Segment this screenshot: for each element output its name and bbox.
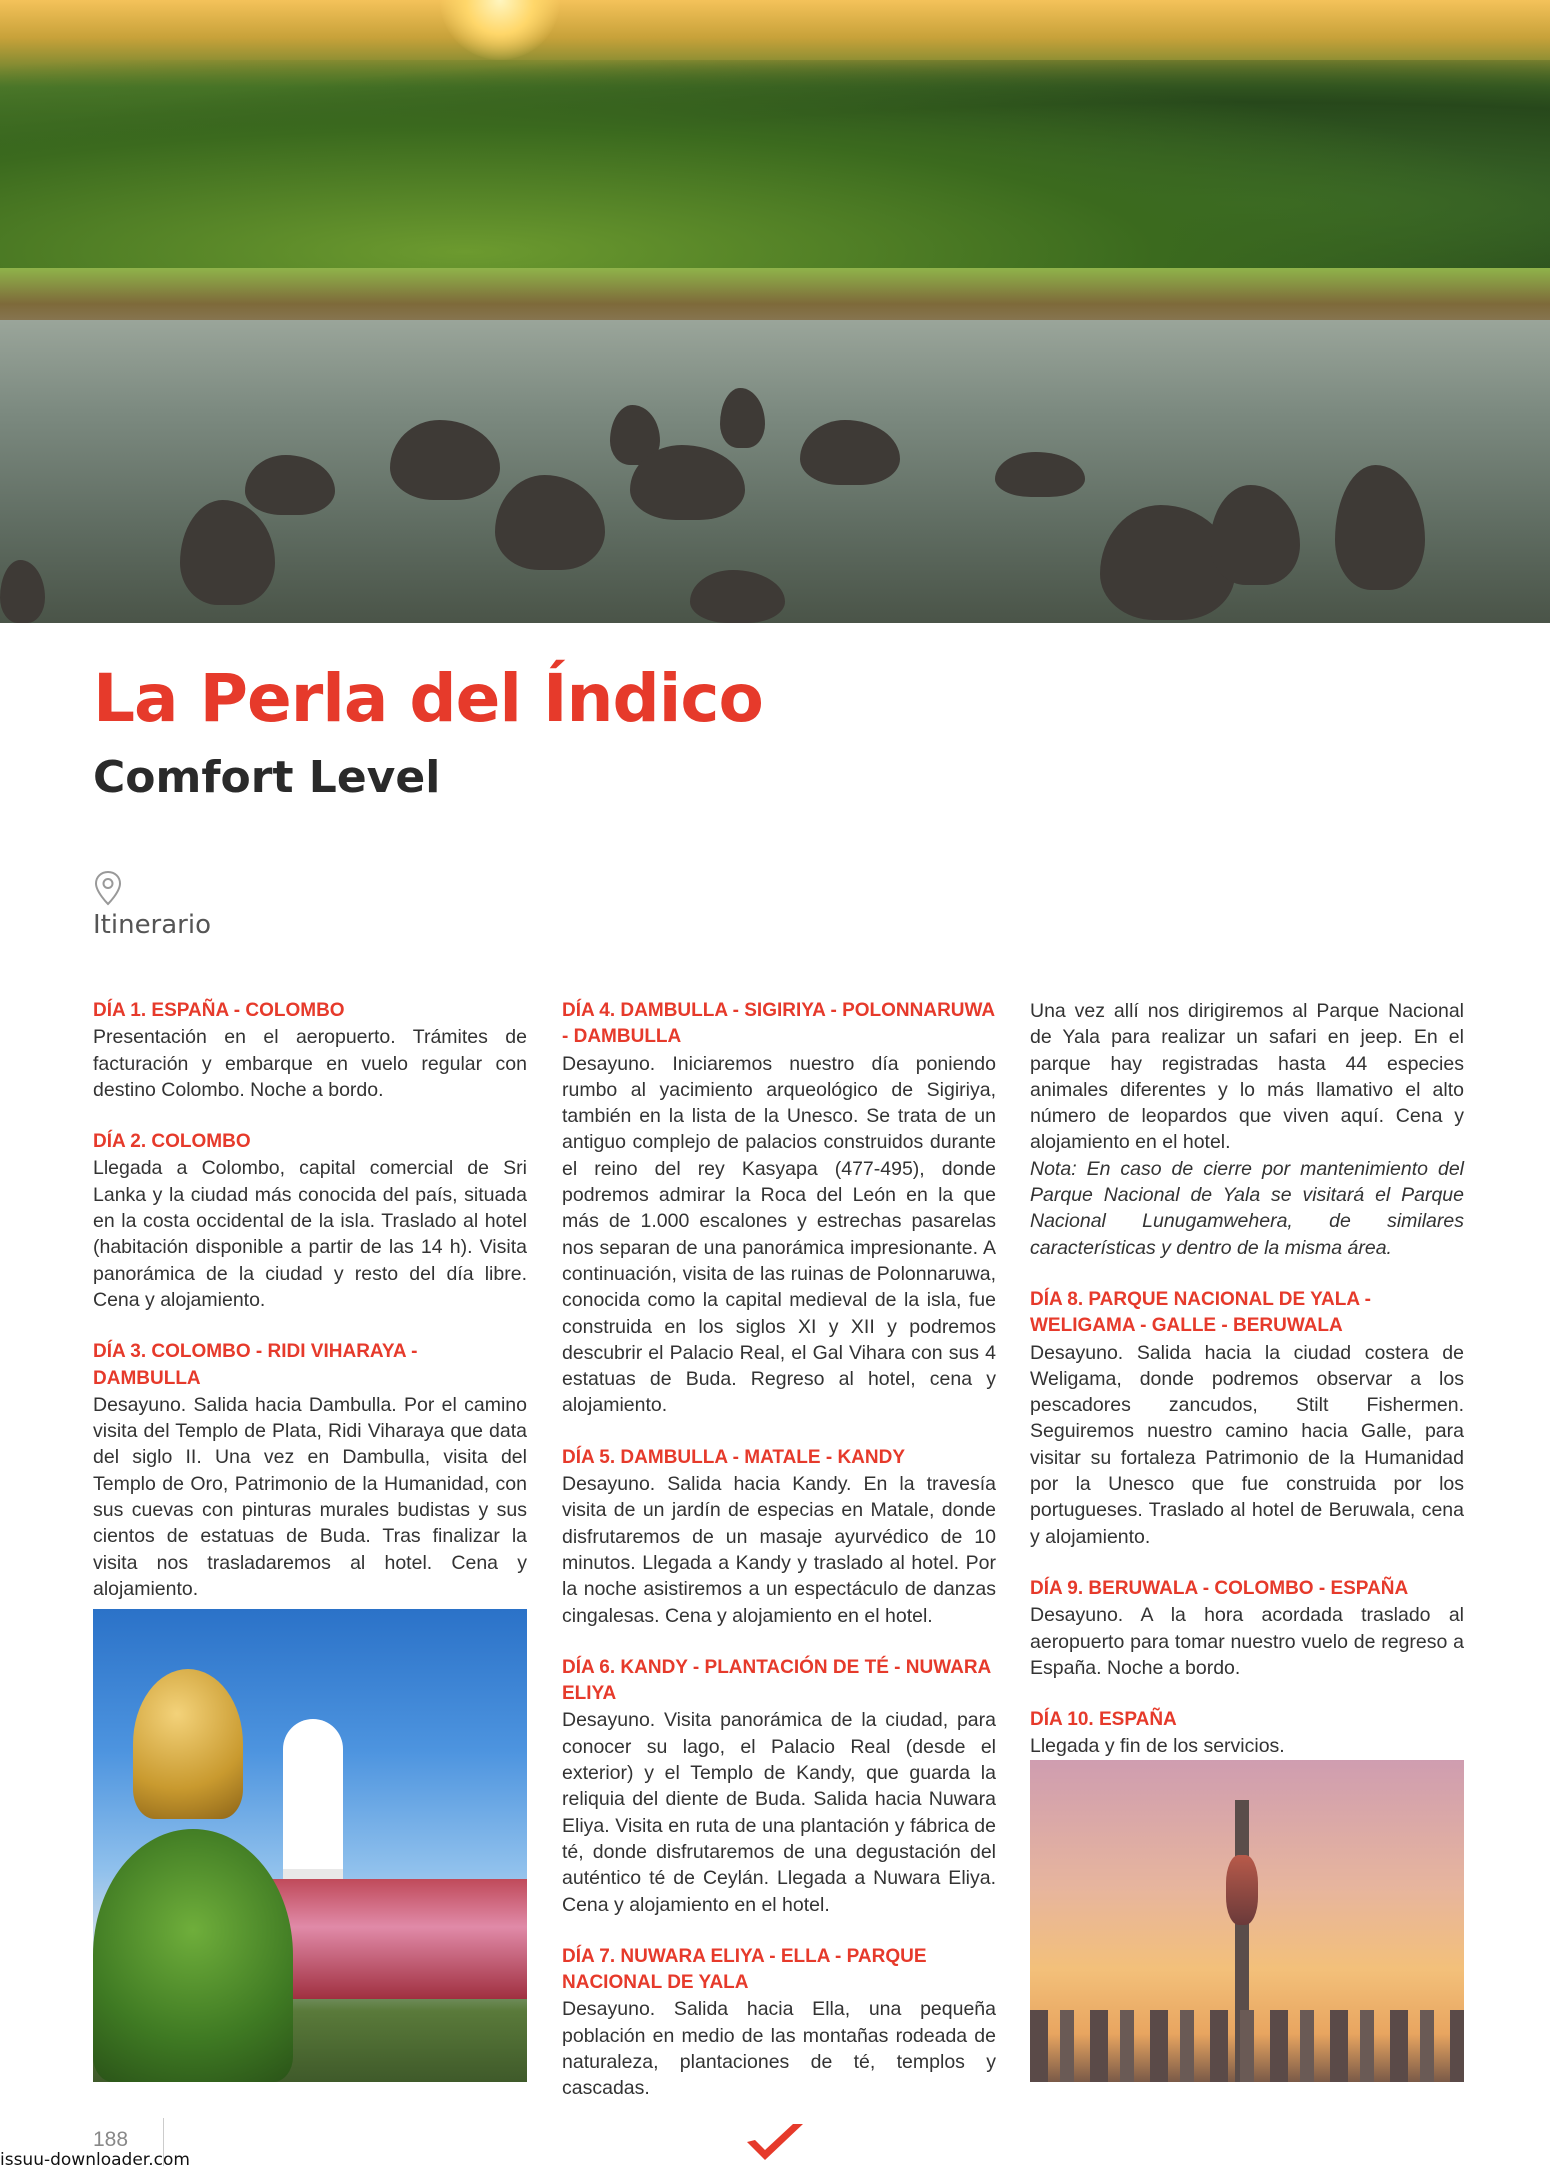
day-text: Desayuno. Visita panorámica de la ciudad, para conocer su lago, el Palacio Real (desde el exterior) y el Templo de Kandy, que guarda la reliquia del diente de Buda. Salida hacia Nuwara Eliya. Visita en ruta de una plantación y fábrica de té, donde disfrutaremos de una degustación del auténtico té de Ceylán. Llegada a Nuwara Eliya. Cena y alojamiento en el hotel.	[562, 1709, 996, 1916]
itinerary-column-3	[1030, 998, 1464, 1786]
page-subtitle: Comfort Level	[93, 752, 441, 803]
map-pin-icon	[93, 870, 123, 906]
check-mark-logo-icon	[743, 2120, 807, 2164]
day-text: Presentación en el aeropuerto. Trámites de facturación y embarque en vuelo regular con destino Colombo. Noche a bordo.	[93, 1026, 527, 1101]
day-text: Desayuno. A la hora acordada traslado al aeropuerto para tomar nuestro vuelo de regreso a España. Noche a bordo.	[1030, 1604, 1464, 1679]
itinerary-day-3	[93, 1339, 527, 1602]
city-skyline	[1030, 2010, 1464, 2082]
day-heading: DÍA 2. COLOMBO	[93, 1131, 251, 1153]
section-label-itinerario: Itinerario	[93, 910, 212, 940]
day-heading: DÍA 3. COLOMBO - RIDI VIHARAYA - DAMBULLA	[93, 1341, 418, 1389]
page-title: La Perla del Índico	[93, 660, 763, 737]
tree	[93, 1829, 293, 2082]
temple-tower	[283, 1719, 343, 1889]
watermark: issuu-downloader.com	[0, 2150, 190, 2170]
day-heading: DÍA 1. ESPAÑA - COLOMBO	[93, 1000, 345, 1021]
page-number: 188	[93, 2128, 129, 2151]
day-heading: DÍA 5. DAMBULLA - MATALE - KANDY	[562, 1446, 906, 1468]
day-heading: DÍA 6. KANDY - PLANTACIÓN DE TÉ - NUWARA ELIYA	[562, 1656, 991, 1705]
itinerary-day-9	[1030, 1576, 1464, 1681]
itinerary-day-2	[93, 1129, 527, 1313]
itinerary-day-5	[562, 1445, 996, 1629]
photo-golden-temple-dambulla	[93, 1609, 527, 2082]
itinerary-day-8	[1030, 1287, 1464, 1550]
photo-colombo-lotus-tower	[1030, 1760, 1464, 2082]
day-heading: DÍA 9. BERUWALA - COLOMBO - ESPAÑA	[1030, 1577, 1409, 1599]
itinerary-day-10	[1030, 1707, 1464, 1760]
day-heading: DÍA 10. ESPAÑA	[1030, 1709, 1177, 1731]
day-7-note: Nota: En caso de cierre por mantenimiento del Parque Nacional de Yala se visitará el Parque Nacional Lunugamwehera, de similares características y dentro de la misma área.	[1030, 1157, 1464, 1259]
itinerary-day-1	[93, 998, 527, 1103]
itinerary-day-7	[562, 1944, 996, 2102]
river-bank	[0, 268, 1550, 328]
itinerary-column-2	[562, 998, 996, 2128]
buddha-statue	[133, 1669, 243, 1819]
day-heading: DÍA 8. PARQUE NACIONAL DE YALA - WELIGAMA - GALLE - BERUWALA	[1030, 1288, 1371, 1337]
itinerary-column-1	[93, 998, 527, 1628]
day-heading: DÍA 4. DAMBULLA - SIGIRIYA - POLONNARUWA - DAMBULLA	[562, 1000, 995, 1048]
itinerary-day-6	[562, 1655, 996, 1918]
day-7-continued-text: Una vez allí nos dirigiremos al Parque Nacional de Yala para realizar un safari en jeep. En el parque hay registradas hasta 44 especies animales diferentes y lo más llamativo el alto número de leopardos que viven aquí. Cena y alojamiento en el hotel.	[1030, 1000, 1464, 1154]
day-text: Desayuno. Salida hacia la ciudad costera de Weligama, donde podremos observar a los pescadores zancudos, Stilt Fishermen. Seguiremos nuestro camino hacia Galle, para visitar su fortaleza Patrimonio de la Humanidad por la Unesco que fue construida por los portugueses. Traslado al hotel de Beruwala, cena y alojamiento.	[1030, 1341, 1464, 1548]
day-heading: DÍA 7. NUWARA ELIYA - ELLA - PARQUE NACIONAL DE YALA	[562, 1945, 927, 1994]
sun	[440, 0, 560, 60]
itinerary-day-4	[562, 998, 996, 1419]
day-text: Desayuno. Salida hacia Dambulla. Por el camino visita del Templo de Plata, Ridi Viharaya que data del siglo II. Una vez en Dambulla, visita del Templo de Oro, Patrimonio de la Humanidad, con sus cuevas con pinturas murales budistas y sus cientos de estatuas de Buda. Tras finalizar la visita nos trasladaremos al hotel. Cena y alojamiento.	[93, 1393, 527, 1600]
jungle-hills	[0, 60, 1550, 300]
lotus-tower-top	[1226, 1855, 1258, 1925]
day-text: Llegada a Colombo, capital comercial de Sri Lanka y la ciudad más conocida del país, situada en la costa occidental de la isla. Traslado al hotel (habitación disponible a partir de las 14 h). Visita panorámica de la ciudad y resto del día libre. Cena y alojamiento.	[93, 1157, 527, 1311]
hero-photo-elephants-river	[0, 0, 1550, 623]
day-text: Desayuno. Salida hacia Kandy. En la travesía visita de un jardín de especias en Matale, donde disfrutaremos de un masaje ayurvédico de 10 minutos. Llegada a Kandy y traslado al hotel. Por la noche asistiremos a un espectáculo de danzas cingalesas. Cena y alojamiento en el hotel.	[562, 1473, 996, 1627]
day-text: Desayuno. Salida hacia Ella, una pequeña población en medio de las montañas rodeada de naturaleza, plantaciones de té, templos y cascadas.	[562, 1998, 996, 2100]
day-text: Llegada y fin de los servicios.	[1030, 1735, 1285, 1758]
day-text: Desayuno. Iniciaremos nuestro día poniendo rumbo al yacimiento arqueológico de Sigiriya, también en la lista de la Unesco. Se trata de un antiguo complejo de palacios construidos durante el reino del rey Kasyapa (477-495), donde podremos admirar la Roca del León en la que más de 1.000 escalones y estrechas pasarelas nos separan de una panorámica impresionante. A continuación, visita de las ruinas de Polonnaruwa, conocida como la capital medieval de la isla, fue construida en los siglos XI y XII y podremos descubrir el Palacio Real, el Gal Vihara con sus 4 estatuas de Buda. Regreso al hotel, cena y alojamiento.	[562, 1052, 996, 1417]
